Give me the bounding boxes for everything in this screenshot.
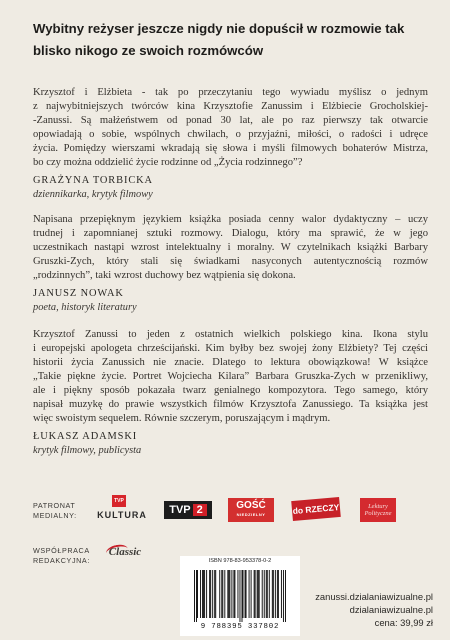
tvp2-text: TVP: [169, 504, 191, 516]
blurb-line: życia. Pomiędzy wierszami wkradają się słowa i myśli filmowych bohaterów Mistrza,: [33, 143, 428, 154]
blurb-text: [33, 213, 428, 283]
barcode-bar: [203, 570, 204, 618]
classic-text: Classic: [108, 546, 142, 558]
barcode-bar: [281, 570, 282, 618]
barcode-bar: [266, 570, 267, 618]
barcode-icon: [194, 570, 286, 622]
tvp2-number: 2: [193, 504, 207, 516]
barcode-bar: [210, 570, 211, 618]
barcode-panel: [180, 556, 300, 636]
barcode-bar: [285, 570, 286, 622]
blurb-line: z najwybitniejszych twórców kina Krzysztofie Zanussim i Elżbiecie Grocholskiej-: [33, 101, 428, 112]
barcode-bar: [239, 570, 240, 622]
blurb-author: JANUSZ NOWAK: [33, 288, 124, 299]
do-rzeczy-text: do RZECZY: [292, 501, 340, 517]
barcode-bar: [233, 570, 234, 618]
barcode-bar: [221, 570, 222, 618]
barcode-bar: [215, 570, 216, 618]
blurb-author-role: poeta, historyk literatury: [33, 302, 137, 313]
publisher-info: [315, 590, 433, 629]
gosc-subtext: NIEDZIELNY: [236, 512, 266, 517]
barcode-bar: [249, 570, 250, 618]
website-link[interactable]: zanussi.dzialaniawizualne.pl: [315, 591, 433, 602]
blurb-line: opowiadają o sobie, wspólnych chwilach, o przyjaźni, miłości, o radości i udręce: [33, 129, 428, 140]
price: cena: 39,99 zł: [374, 617, 433, 628]
barcode-bar: [269, 570, 270, 618]
tvp-kultura-logo: [97, 498, 147, 521]
barcode-bar: [219, 570, 220, 618]
barcode-bar: [254, 570, 255, 618]
classic-logo: [100, 543, 150, 561]
barcode-bar: [227, 570, 228, 618]
barcode-bar: [245, 570, 246, 618]
barcode-bar: [234, 570, 235, 618]
tvp-kultura-box: TVP: [112, 495, 126, 507]
lektury-text-1: Lektury: [368, 503, 388, 510]
barcode-bar: [272, 570, 273, 618]
barcode-bar: [264, 570, 265, 618]
barcode-bar: [194, 570, 195, 622]
patronat-label: PATRONAT MEDIALNY:: [33, 501, 77, 520]
barcode-bar: [214, 570, 215, 618]
barcode-bar: [242, 570, 243, 622]
barcode-bar: [202, 570, 203, 618]
blurb-author: GRAŻYNA TORBICKA: [33, 175, 153, 186]
barcode-digits: 9 788395 337802: [200, 623, 280, 631]
headline-line-2: blisko nikogo ze swoich rozmówców: [33, 43, 264, 58]
barcode-bar: [228, 570, 229, 618]
blurb-line: więc swoistym sequelem. Równie szczerym, poruszającym i mądrym.: [33, 413, 331, 424]
blurb-torbicka: [33, 86, 428, 202]
barcode-bar: [224, 570, 225, 618]
barcode-bar: [273, 570, 274, 618]
barcode-bar: [229, 570, 230, 618]
barcode-bar: [197, 570, 198, 618]
barcode-bar: [231, 570, 232, 618]
barcode-bar: [212, 570, 213, 618]
tvp-kultura-text: KULTURA: [97, 510, 147, 520]
headline-line-1: Wybitny reżyser jeszcze nigdy nie dopuścił w rozmowie tak: [33, 21, 405, 36]
blurb-text: [33, 328, 428, 426]
blurb-line: ale i piękny sposób pokazała twarz genialnego kompozytora. Tego samego, który: [33, 385, 428, 396]
blurb-line: napisał muzykę do prawie wszystkich filmów Krzysztofa Zanussiego. Ta książka jest: [33, 399, 428, 410]
barcode-bar: [200, 570, 201, 618]
barcode-bar: [243, 570, 244, 618]
barcode-bar: [196, 570, 197, 622]
blurb-line: -Zanussi. Są małżeństwem od ponad 30 lat, ale po raz pierwszy tak otwarcie: [33, 115, 428, 126]
barcode-bar: [257, 570, 258, 618]
barcode-bar: [255, 570, 256, 618]
barcode-bar: [259, 570, 260, 618]
isbn-number: ISBN 978-83-953378-0-2: [208, 558, 272, 564]
blurb-line: i europejski apologeta chrześcijański. Kim byłby bez swojej żony Elżbiety? Tej części: [33, 343, 428, 354]
wspolpraca-label: WSPÓŁPRACA REDAKCYJNA:: [33, 546, 90, 565]
barcode-bar: [283, 570, 284, 622]
gosc-niedzielny-logo: [228, 498, 274, 522]
barcode-bar: [209, 570, 210, 618]
gosc-text: GOŚĆ: [236, 500, 266, 511]
barcode-bar: [262, 570, 263, 618]
blurb-line: trudnej i zapomnianej sztuki rozmowy. Dialogu, który ma sprawić, że w jego: [33, 228, 428, 239]
blurb-line: Krzysztof Zanussi to jeden z ostatnich wielkich polskiego kina. Ikona stylu: [33, 329, 428, 340]
barcode-bar: [275, 570, 276, 618]
blurb-line: „Takie piękne życie. Portret Wojciecha Kilara” Barbara Gruszka-Zych w przenikliwy,: [33, 371, 428, 382]
blurb-line: uczestnikach nastąpi wzrost intelektualny i moralny. W czytelnikach książki Barbary: [33, 242, 428, 253]
barcode-bar: [258, 570, 259, 618]
do-rzeczy-logo: [291, 497, 341, 521]
blurb-nowak: [33, 213, 428, 315]
barcode-bar: [222, 570, 223, 618]
blurb-line: historii życia Zanussich nie znacie. Dlatego to lektura obowiązkowa! W książce: [33, 357, 428, 368]
headline: [33, 18, 433, 62]
blurb-line: Napisana przepięknym językiem książka posiada cenny walor dydaktyczny – uczy: [33, 214, 428, 225]
lektury-polityczne-logo: [360, 498, 396, 522]
blurb-text: [33, 86, 428, 170]
barcode-bar: [278, 570, 279, 618]
barcode-bar: [267, 570, 268, 618]
barcode-bar: [237, 570, 238, 618]
publisher-domain[interactable]: dzialaniawizualne.pl: [349, 604, 433, 615]
blurb-author: ŁUKASZ ADAMSKI: [33, 431, 138, 442]
barcode-bar: [204, 570, 205, 618]
blurb-adamski: [33, 328, 428, 458]
blurb-line: bo czy można oddzielić życie rodzinne od „Życia rodzinnego”?: [33, 157, 303, 168]
barcode-bar: [206, 570, 207, 618]
blurb-author-role: krytyk filmowy, publicysta: [33, 445, 142, 456]
tvp2-logo: [164, 501, 212, 519]
barcode-bar: [251, 570, 252, 618]
blurb-line: Krzysztof i Elżbieta - tak po przeczytaniu tego wywiadu myślisz o jednym: [33, 87, 428, 98]
barcode-bar: [246, 570, 247, 618]
blurb-author-role: dziennikarka, krytyk filmowy: [33, 189, 153, 200]
blurb-line: „rodzinnych”, taki wzrost duchowy bez wątpienia się dokona.: [33, 270, 296, 281]
barcode-bar: [277, 570, 278, 618]
blurb-line: Gruszki-Zych, który stali się świadkami nasyconych autentycznością rozmów: [33, 256, 428, 267]
lektury-text-2: Polityczne: [364, 510, 392, 517]
